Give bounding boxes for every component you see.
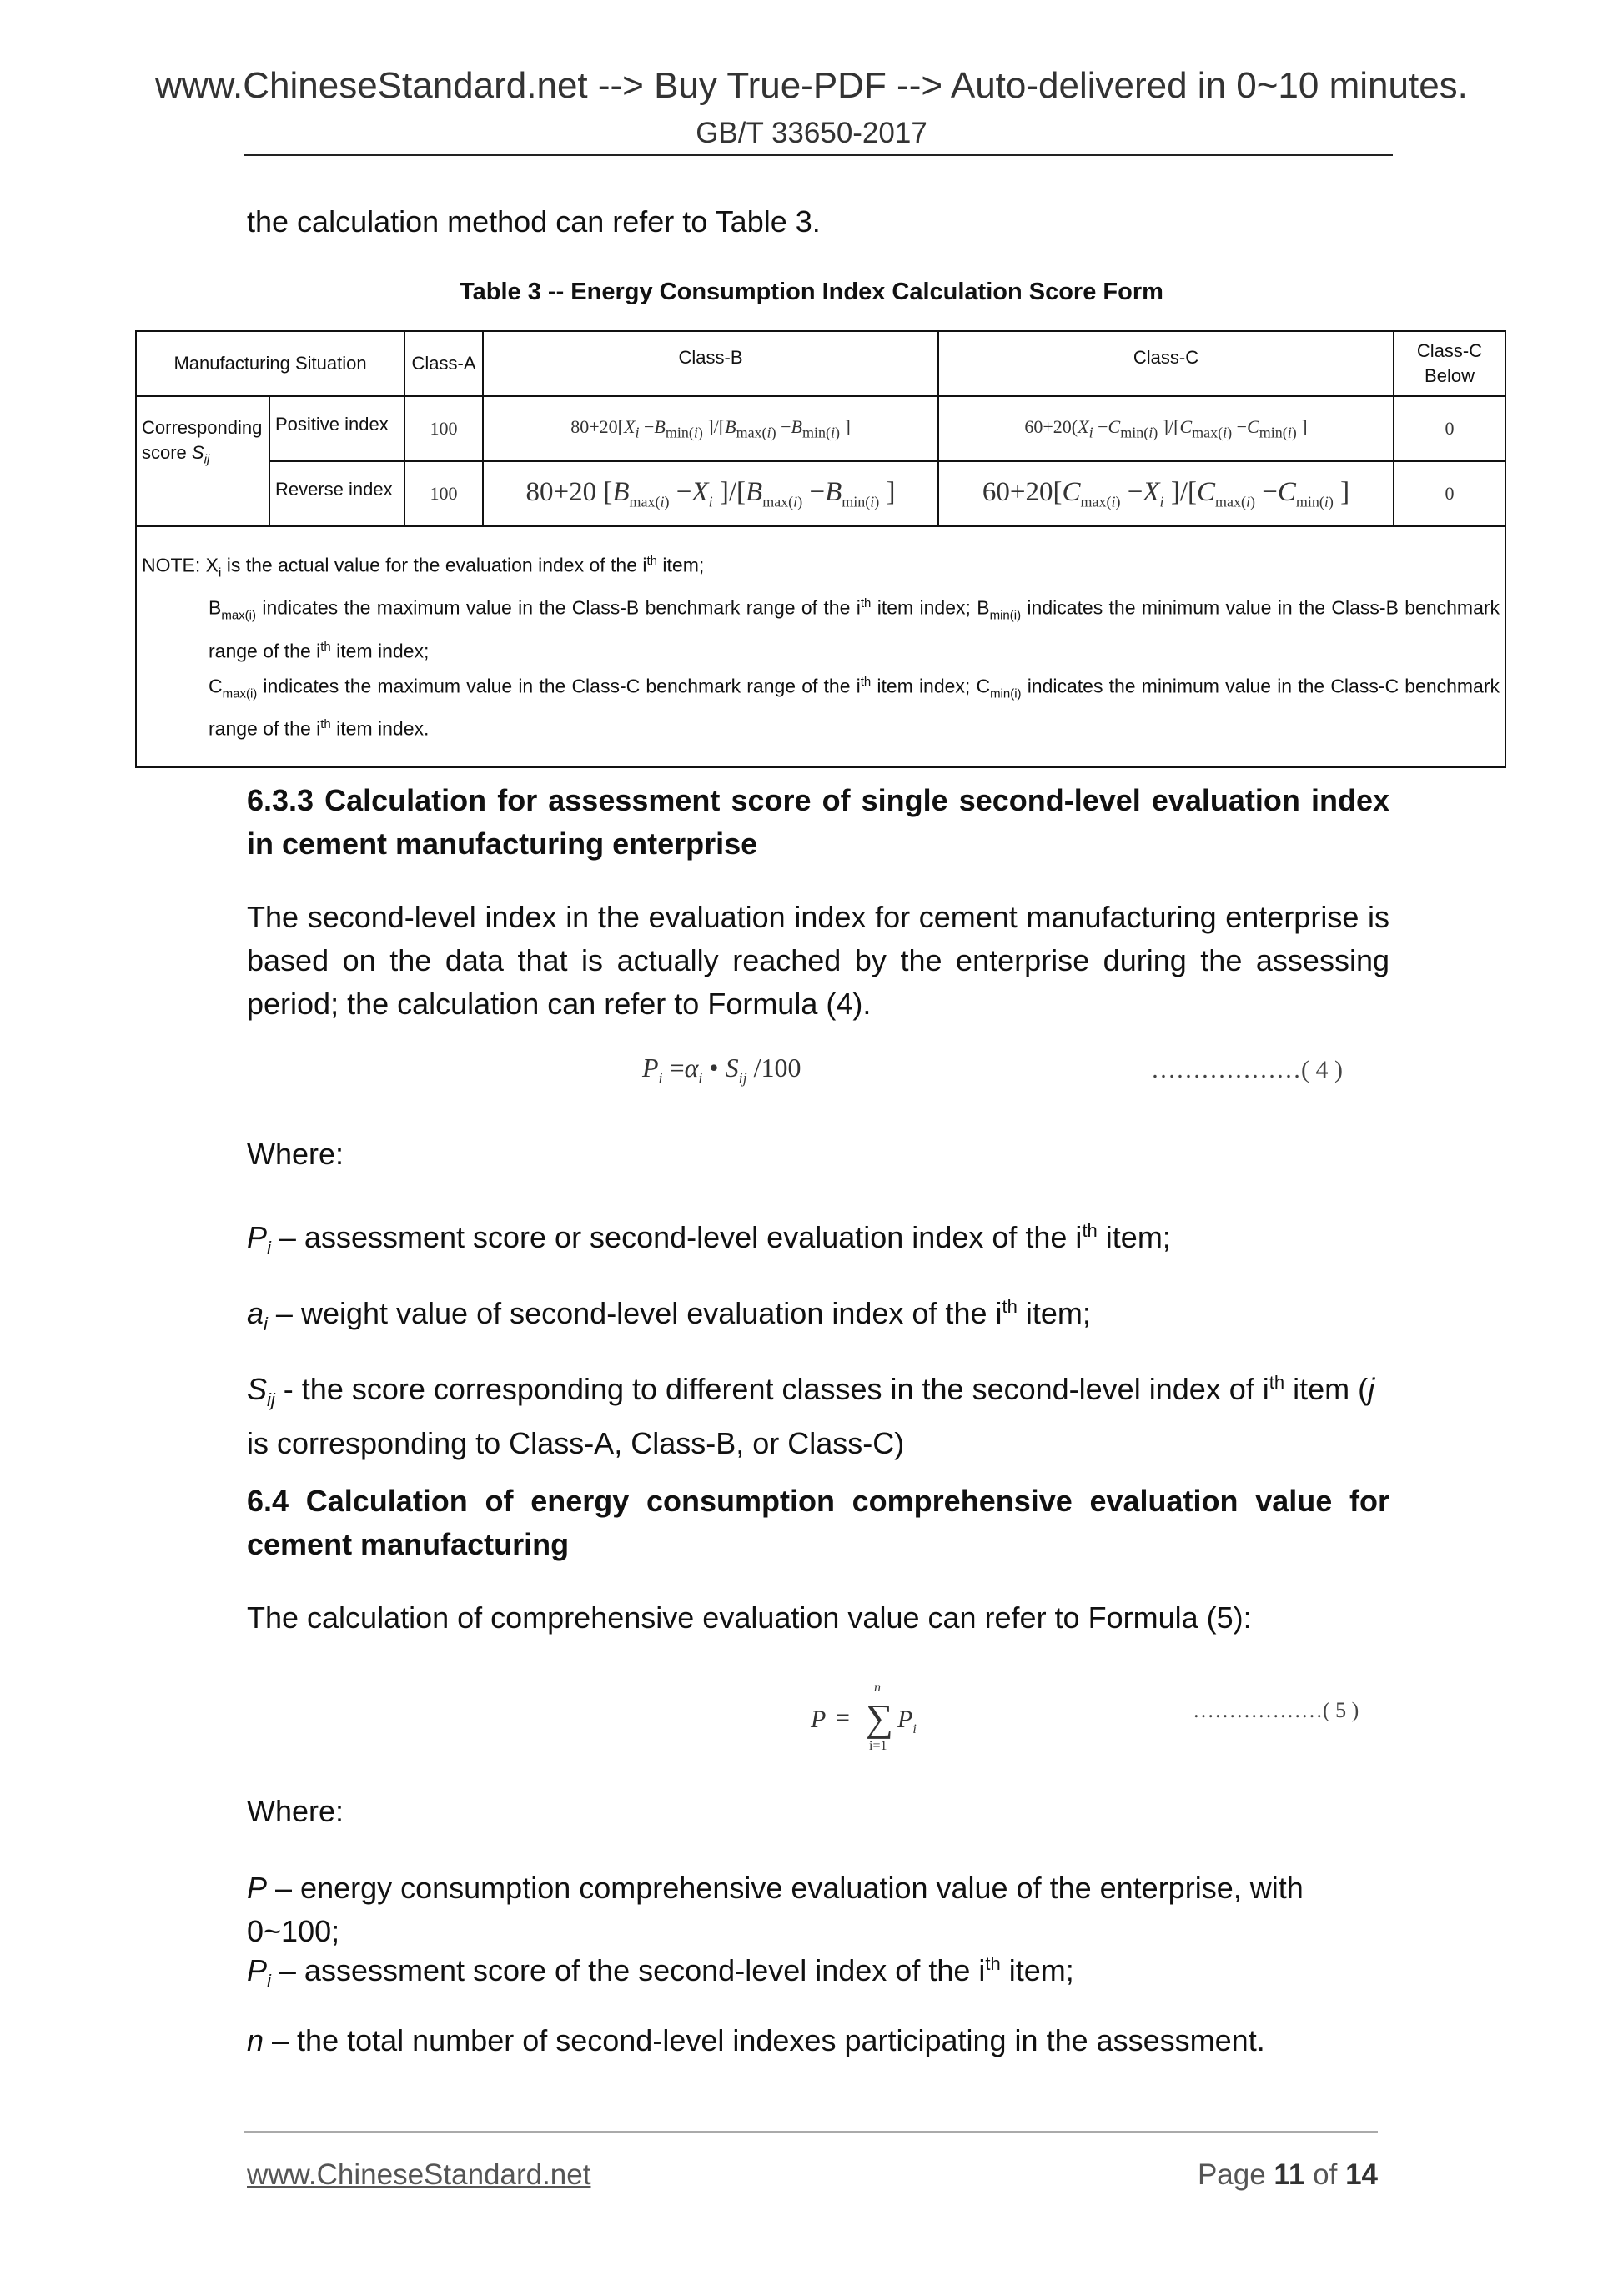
note-x-line: NOTE: $X_i$ is the actual value for the evaluation index of the $i^{th}$ item; <box>142 554 705 580</box>
header-below-line2: Below <box>1425 365 1475 386</box>
definition-pi: $P_i$ – assessment score or second-level evaluation index of the $i^{th}$ item; <box>247 1220 1171 1259</box>
header-class-b: Class-B <box>483 331 938 396</box>
table-row-reverse <box>136 461 1505 526</box>
definition-n: n – the total number of second-level indexes participating in the assessment. <box>247 2023 1265 2057</box>
table-row-positive <box>136 396 1505 461</box>
note-b-line: $B_{max(i)}$ indicates the maximum value in the Class-B benchmark range of the $i^{th}$ item index; $B_{min(i)}$ indicates the minimum value in the Class-B benchmark range of the $i^{th}$ item index; <box>209 596 1500 662</box>
heading-6-3-3: 6.3.3 Calculation for assessment score of single second-level evaluation index in cement manufacturing enterprise <box>247 783 1389 861</box>
where-label-1: Where: <box>247 1137 344 1171</box>
positive-class-b-formula: $80+20[X_i -B_{min(i)}$ ]$/[B_{max(i)} -B_{min(i)}$ ] <box>483 396 938 461</box>
table-note-row <box>136 526 1505 767</box>
header-divider <box>244 154 1393 156</box>
reverse-below-score: 0 <box>1394 461 1505 526</box>
header-manufacturing-situation: Manufacturing Situation <box>136 331 404 396</box>
formula-4-number: ………………( 4 ) <box>1151 1056 1343 1083</box>
definition-p: P – energy consumption comprehensive evaluation value of the enterprise, with 0~100; <box>247 1871 1304 1948</box>
header-banner[interactable]: www.ChineseStandard.net --> Buy True-PDF --> Auto-delivered in 0~10 minutes. <box>155 65 1468 106</box>
positive-class-a-score: 100 <box>404 396 483 461</box>
heading-6-4: 6.4 Calculation of energy consumption comprehensive evaluation value for cement manufacturing <box>247 1484 1389 1561</box>
reverse-class-c-formula: $60+20[C_{max(i)} -X_i$ ]$/[C_{max(i)} -C_{min(i)}$ ] <box>938 461 1394 526</box>
row-group-corresponding-score: Corresponding score $S_{ij}$ <box>136 396 269 526</box>
header-class-a: Class-A <box>404 331 483 396</box>
formula-5-number: ………………( 5 ) <box>1193 1698 1359 1722</box>
footer-divider <box>244 2131 1378 2133</box>
table-header-row <box>136 331 1505 396</box>
score-table <box>135 330 1506 768</box>
row-group-sub: ij <box>204 452 210 467</box>
note-c-line: $C_{max(i)}$ indicates the maximum value in the Class-C benchmark range of the $i^{th}$ item index; $C_{min(i)}$ indicates the minimum value in the Class-C benchmark range of the $i^{th}$ item index. <box>209 675 1500 741</box>
formula-4: $P_i =\alpha_i$ • $S_{ij}$ /100 <box>642 1053 801 1087</box>
intro-text: the calculation method can refer to Table 3. <box>247 204 821 239</box>
formula-5: P = n ∑ i=1 $P_i$ <box>811 1681 917 1753</box>
definition-pi-2: $P_i$ – assessment score of the second-level index of the $i^{th}$ item; <box>247 1953 1074 1992</box>
row-group-label: Corresponding score <box>142 417 263 463</box>
paragraph-6-3-3: The second-level index in the evaluation index for cement manufacturing enterprise is based on the data that is actually reached by the enterprise during the assessing period; the calculation can refer to Formula (4). <box>247 900 1389 1021</box>
definition-sij: $S_{ij}$ - the score corresponding to different classes in the second-level index of $i^{th}$ item (j is corresponding to Class-A, Class-B, or Class-C) <box>247 1372 1375 1461</box>
table-note <box>136 526 1505 767</box>
reverse-class-b-formula: 80+20 [$B_{max(i)} -X_i$ ]$/[B_{max(i)} -B_{min(i)}$ ] <box>483 461 938 526</box>
footer-site-link[interactable]: www.ChineseStandard.net <box>247 2158 591 2191</box>
reverse-index-label: Reverse index <box>269 461 404 526</box>
header-standard-number: GB/T 33650-2017 <box>696 117 927 149</box>
reverse-class-a-score: 100 <box>404 461 483 526</box>
paragraph-6-4: The calculation of comprehensive evaluation value can refer to Formula (5): <box>247 1600 1252 1635</box>
header-class-c-below <box>1394 331 1505 396</box>
table-caption: Table 3 -- Energy Consumption Index Calculation Score Form <box>460 279 1163 305</box>
definition-ai: $a_i$ – weight value of second-level evaluation index of the $i^{th}$ item; <box>247 1296 1091 1335</box>
header-class-c: Class-C <box>938 331 1394 396</box>
footer-page-number: Page 11 of 14 <box>1197 2158 1378 2191</box>
where-label-2: Where: <box>247 1794 344 1828</box>
positive-below-score: 0 <box>1394 396 1505 461</box>
header-below-line1: Class-C <box>1416 340 1483 361</box>
positive-class-c-formula: $60+20(X_i -C_{min(i)}$ ]$/[C_{max(i)} -C_{min(i)}$ ] <box>938 396 1394 461</box>
positive-index-label: Positive index <box>269 396 404 461</box>
